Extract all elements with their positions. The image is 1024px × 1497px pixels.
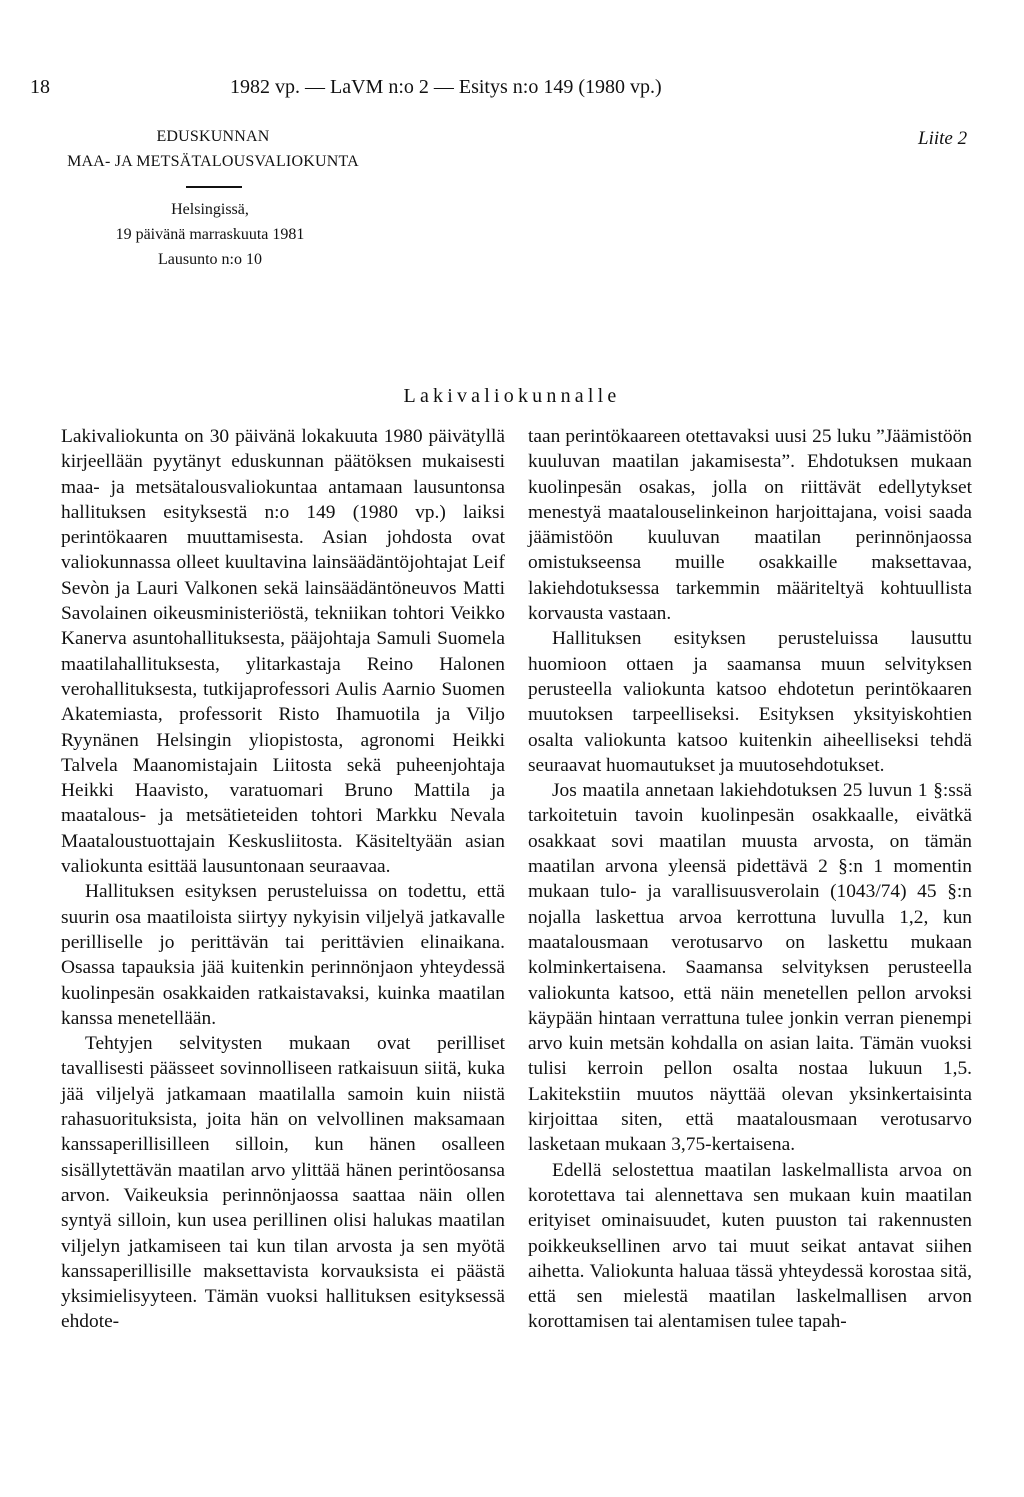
paragraph: Edellä selostettua maatilan laskelmallista arvoa on korotettava tai alennettava sen mukaan kuin maatilan erityiset ominaisuudet, kuten puuston tai rakennusten poikkeuksellinen arvo tai muut seikat antavat siihen aihetta. Valiokunta haluaa tässä yhteydessä korostaa sitä, että sen mielestä maatilan laskelmallisen arvon korottamisen tai alentamisen tulee tapah- (528, 1159, 972, 1333)
document-reference: 1982 vp. — LaVM n:o 2 — Esitys n:o 149 (1980 vp.) (230, 76, 662, 98)
paragraph: Jos maatila annetaan lakiehdotuksen 25 luvun 1 §:ssä tarkoitetuin tavoin kuolinpesän osakkaalle, eivätkä osakkaat sovi maatilan muusta arvosta, on tämän maatilan arvona yleensä pidettävä 2 §:n 1 momentin mukaan tulo- ja varallisuusverolain (1043/74) 45 §:n nojalla laskettua arvoa kerrottuna luvulla 1,2, kun maatalousmaan verotusarvo on laskettu mukaan kolminkertaisena. Saamansa selvityksen perusteella valiokunta katsoo, että näin menetellen pellon arvoksi käypään hintaan verrattuna tulee jonkin verran pienempi arvo kuin metsän kohdalla on asian laita. Tämän vuoksi tulisi kerroin pellon osalta nostaa lukuun 1,5. Lakitekstiin muutos näyttää olevan yksinkertaisinta kirjoittaa siten, että maatalousmaan verotusarvo lasketaan mukaan 3,75-kertaisena. (528, 780, 972, 1156)
paragraph: Hallituksen esityksen perusteluissa on todettu, että suurin osa maatiloista siirtyy nykyisin viljelyä jatkavalle perilliselle jo perittävän tai perittävien elinaikana. Osassa tapauksia jää kuitenkin perinnönjaon yhteydessä kuolinpesän osakkaiden ratkaistavaksi, kuinka maatilan kanssa menetellään. (61, 881, 505, 1029)
annex-label: Liite 2 (918, 128, 968, 149)
statement-number: Lausunto n:o 10 (158, 251, 262, 268)
place-and-date (60, 197, 360, 272)
paragraph: taan perintökaareen otettavaksi uusi 25 luku ”Jäämistöön kuuluvan maatilan jakamisesta”. Ehdotuksen mukaan kuolinpesän osakas, jolla on riittävät edellytykset menestyä maatalouselinkeinon harjoittajana, voisi saada jäämistöön kuuluvan maatilan perinnönjaossa omistukseensa muille osakkaille maksettavaa, lakiehdotuksessa tarkemmin määriteltyä kohtuullista korvausta vastaan. (528, 426, 972, 625)
body-left-column (61, 424, 505, 1335)
body-right-column (528, 424, 972, 1335)
date: 19 päivänä marraskuuta 1981 (115, 226, 305, 243)
paragraph: Tehtyjen selvitysten mukaan ovat perilliset tavallisesti päässeet sovinnolliseen ratkaisuun siitä, kuka jää viljelyä jatkamaan maatilalla samoin kuin niistä rahasuorituksista, joita hän on velvollinen maksamaan kanssaperillisilleen silloin, kun hänen osalleen sisällytettävän maatilan arvo ylittää hänen perintöosansa arvon. Vaikeuksia perinnönjaossa saattaa näin ollen syntyä silloin, kun usea perillinen olisi halukas maatilan viljelyn jatkamiseen tai kun tilan arvosta ja sen myötä kanssaperillisille maksettavista korvauksista ei päästä yksimielisyyteen. Tämän vuoksi hallituksen esityksessä ehdote- (61, 1033, 505, 1333)
paragraph: Hallituksen esityksen perusteluissa lausuttu huomioon ottaen ja saamansa muun selvityksen perusteella valiokunta katsoo ehdotetun perintökaaren muutoksen tarpeelliseksi. Esityksen yksityiskohtien osalta valiokunta katsoo kuitenkin aiheelliseksi tehdä seuraavat huomautukset ja muutosehdotukset. (528, 628, 972, 776)
committee-divider (186, 186, 242, 188)
place: Helsingissä, (171, 201, 249, 218)
addressee-heading: Lakivaliokunnalle (403, 385, 621, 407)
committee-name-line-2: MAA- JA METSÄTALOUSVALIOKUNTA (67, 153, 359, 170)
page-number: 18 (30, 76, 50, 98)
committee-name-line-1: EDUSKUNNAN (156, 128, 270, 145)
committee-name (30, 124, 396, 174)
paragraph: Lakivaliokunta on 30 päivänä lokakuuta 1980 päivätyllä kirjeellään pyytänyt eduskunnan päätöksen mukaisesti maa- ja metsätalousvaliokuntaa antamaan lausuntonsa hallituksen esityksestä n:o 149 (1980 vp.) laiksi perintökaaren muuttamisesta. Asian johdosta ovat valiokunnassa olleet kuultavina lainsäädäntöjohtajat Leif Sevòn ja Lauri Valkonen sekä lainsäädäntöneuvos Matti Savolainen oikeusministeriöstä, tekniikan tohtori Veikko Kanerva asuntohallituksesta, pääjohtaja Samuli Suomela maatilahallituksesta, ylitarkastaja Reino Halonen verohallituksesta, tutkijaprofessori Aulis Aarnio Suomen Akatemiasta, professorit Risto Ihamuotila ja Viljo Ryynänen Helsingin yliopistosta, agronomi Heikki Talvela Maanomistajain Liitosta sekä puheenjohtaja Heikki Haavisto, varatuomari Bruno Mattila ja maatalous- ja metsätieteiden tohtori Markku Nevala Maataloustuottajain Keskusliitosta. Käsiteltyään asian valiokunta esittää lausuntonaan seuraavaa. (61, 426, 505, 878)
